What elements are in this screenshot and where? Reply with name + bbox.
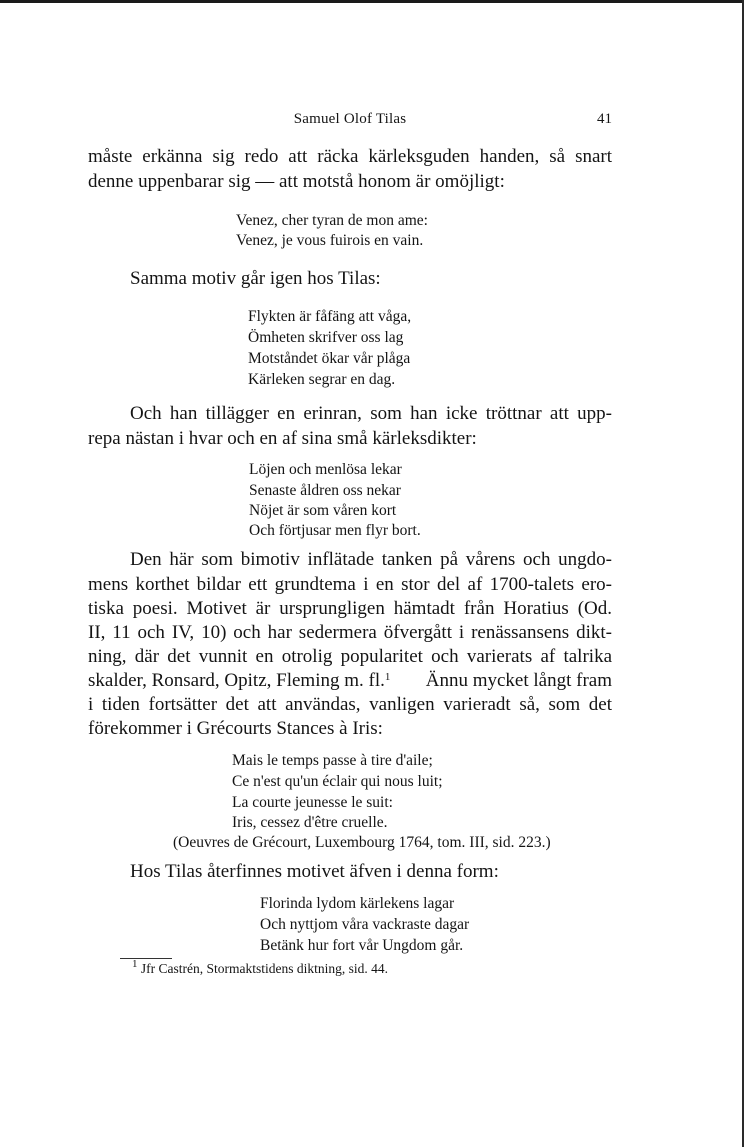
footnote-marker: 1 (132, 958, 138, 970)
verse-4-line-4: Iris, cessez d'être cruelle. (232, 814, 388, 831)
footnote-text: Jfr Castrén, Stormaktstidens diktning, sid. 44. (140, 961, 388, 976)
footnote-reference: 1 (384, 671, 391, 683)
paragraph-4-line-6 (88, 670, 612, 692)
paragraph-3-line-2: repa nästan i hvar och en af sina små kärleksdikter: (88, 428, 477, 449)
page-number: 41 (597, 111, 612, 127)
paragraph-4-line-6-text: skalder, Ronsard, Opitz, Fleming m. fl.$^1$ (88, 670, 391, 691)
verse-2-line-4: Kärleken segrar en dag. (248, 371, 396, 388)
footnote-rule (120, 958, 172, 959)
verse-4-line-1: Mais le temps passe à tire d'aile; (232, 752, 433, 769)
paragraph-3-line-1: Och han tillägger en erinran, som han icke tröttnar att upp- (130, 403, 612, 424)
verse-2-line-3: Motståndet ökar vår plåga (248, 350, 411, 367)
verse-5-line-3: Betänk hur fort vår Ungdom går. (260, 937, 464, 954)
paragraph-4-line-5: ning, där det vunnit en otrolig popularitet och varierats af talrika (88, 646, 612, 667)
paragraph-5-line-1: Hos Tilas återfinnes motivet äfven i denna form: (130, 861, 499, 882)
verse-2-line-2: Ömheten skrifver oss lag (248, 329, 404, 346)
verse-2-line-1: Flykten är fåfäng att våga, (248, 308, 412, 325)
paragraph-4-line-4: II, 11 och IV, 10) och har sedermera öfvergått i renässansens dikt- (88, 622, 612, 643)
verse-5-line-1: Florinda lydom kärlekens lagar (260, 895, 455, 912)
paragraph-4-line-6-rest: Ännu mycket långt fram (425, 670, 612, 691)
footnote (132, 960, 388, 977)
citation-line: (Oeuvres de Grécourt, Luxembourg 1764, tom. III, sid. 223.) (173, 834, 551, 851)
verse-4-line-2: Ce n'est qu'un éclair qui nous luit; (232, 773, 443, 790)
paragraph-4-line-8: förekommer i Grécourts Stances à Iris: (88, 718, 383, 739)
scan-border-top (0, 0, 744, 3)
running-header-title: Samuel Olof Tilas (293, 111, 407, 127)
paragraph-4-line-3: tiska poesi. Motivet är ursprungligen hämtadt från Horatius (Od. (88, 598, 612, 619)
paragraph-4-line-2: mens korthet bildar ett grundtema i en stor del af 1700-talets ero- (88, 574, 612, 595)
paragraph-1-line-1: måste erkänna sig redo att räcka kärleksguden handen, så snart (88, 146, 612, 167)
verse-3-line-3: Nöjet är som våren kort (249, 502, 397, 519)
verse-3-line-1: Löjen och menlösa lekar (249, 461, 402, 478)
verse-5-line-2: Och nyttjom våra vackraste dagar (260, 916, 470, 933)
verse-1-line-1: Venez, cher tyran de mon ame: (236, 212, 428, 229)
paragraph-4-line-1: Den här som bimotiv inflätade tanken på vårens och ungdo- (130, 549, 612, 570)
verse-1-line-2: Venez, je vous fuirois en vain. (236, 232, 424, 249)
paragraph-4-line-7: i tiden fortsätter det att användas, vanligen varieradt så, som det (88, 694, 612, 715)
verse-3-line-2: Senaste åldren oss nekar (249, 482, 401, 499)
paragraph-1-line-2: denne uppenbarar sig — att motstå honom är omöjligt: (88, 171, 505, 192)
verse-3-line-4: Och förtjusar men flyr bort. (249, 522, 421, 539)
verse-4-line-3: La courte jeunesse le suit: (232, 794, 393, 811)
running-header (88, 111, 612, 133)
paragraph-2-line-1: Samma motiv går igen hos Tilas: (130, 268, 381, 289)
